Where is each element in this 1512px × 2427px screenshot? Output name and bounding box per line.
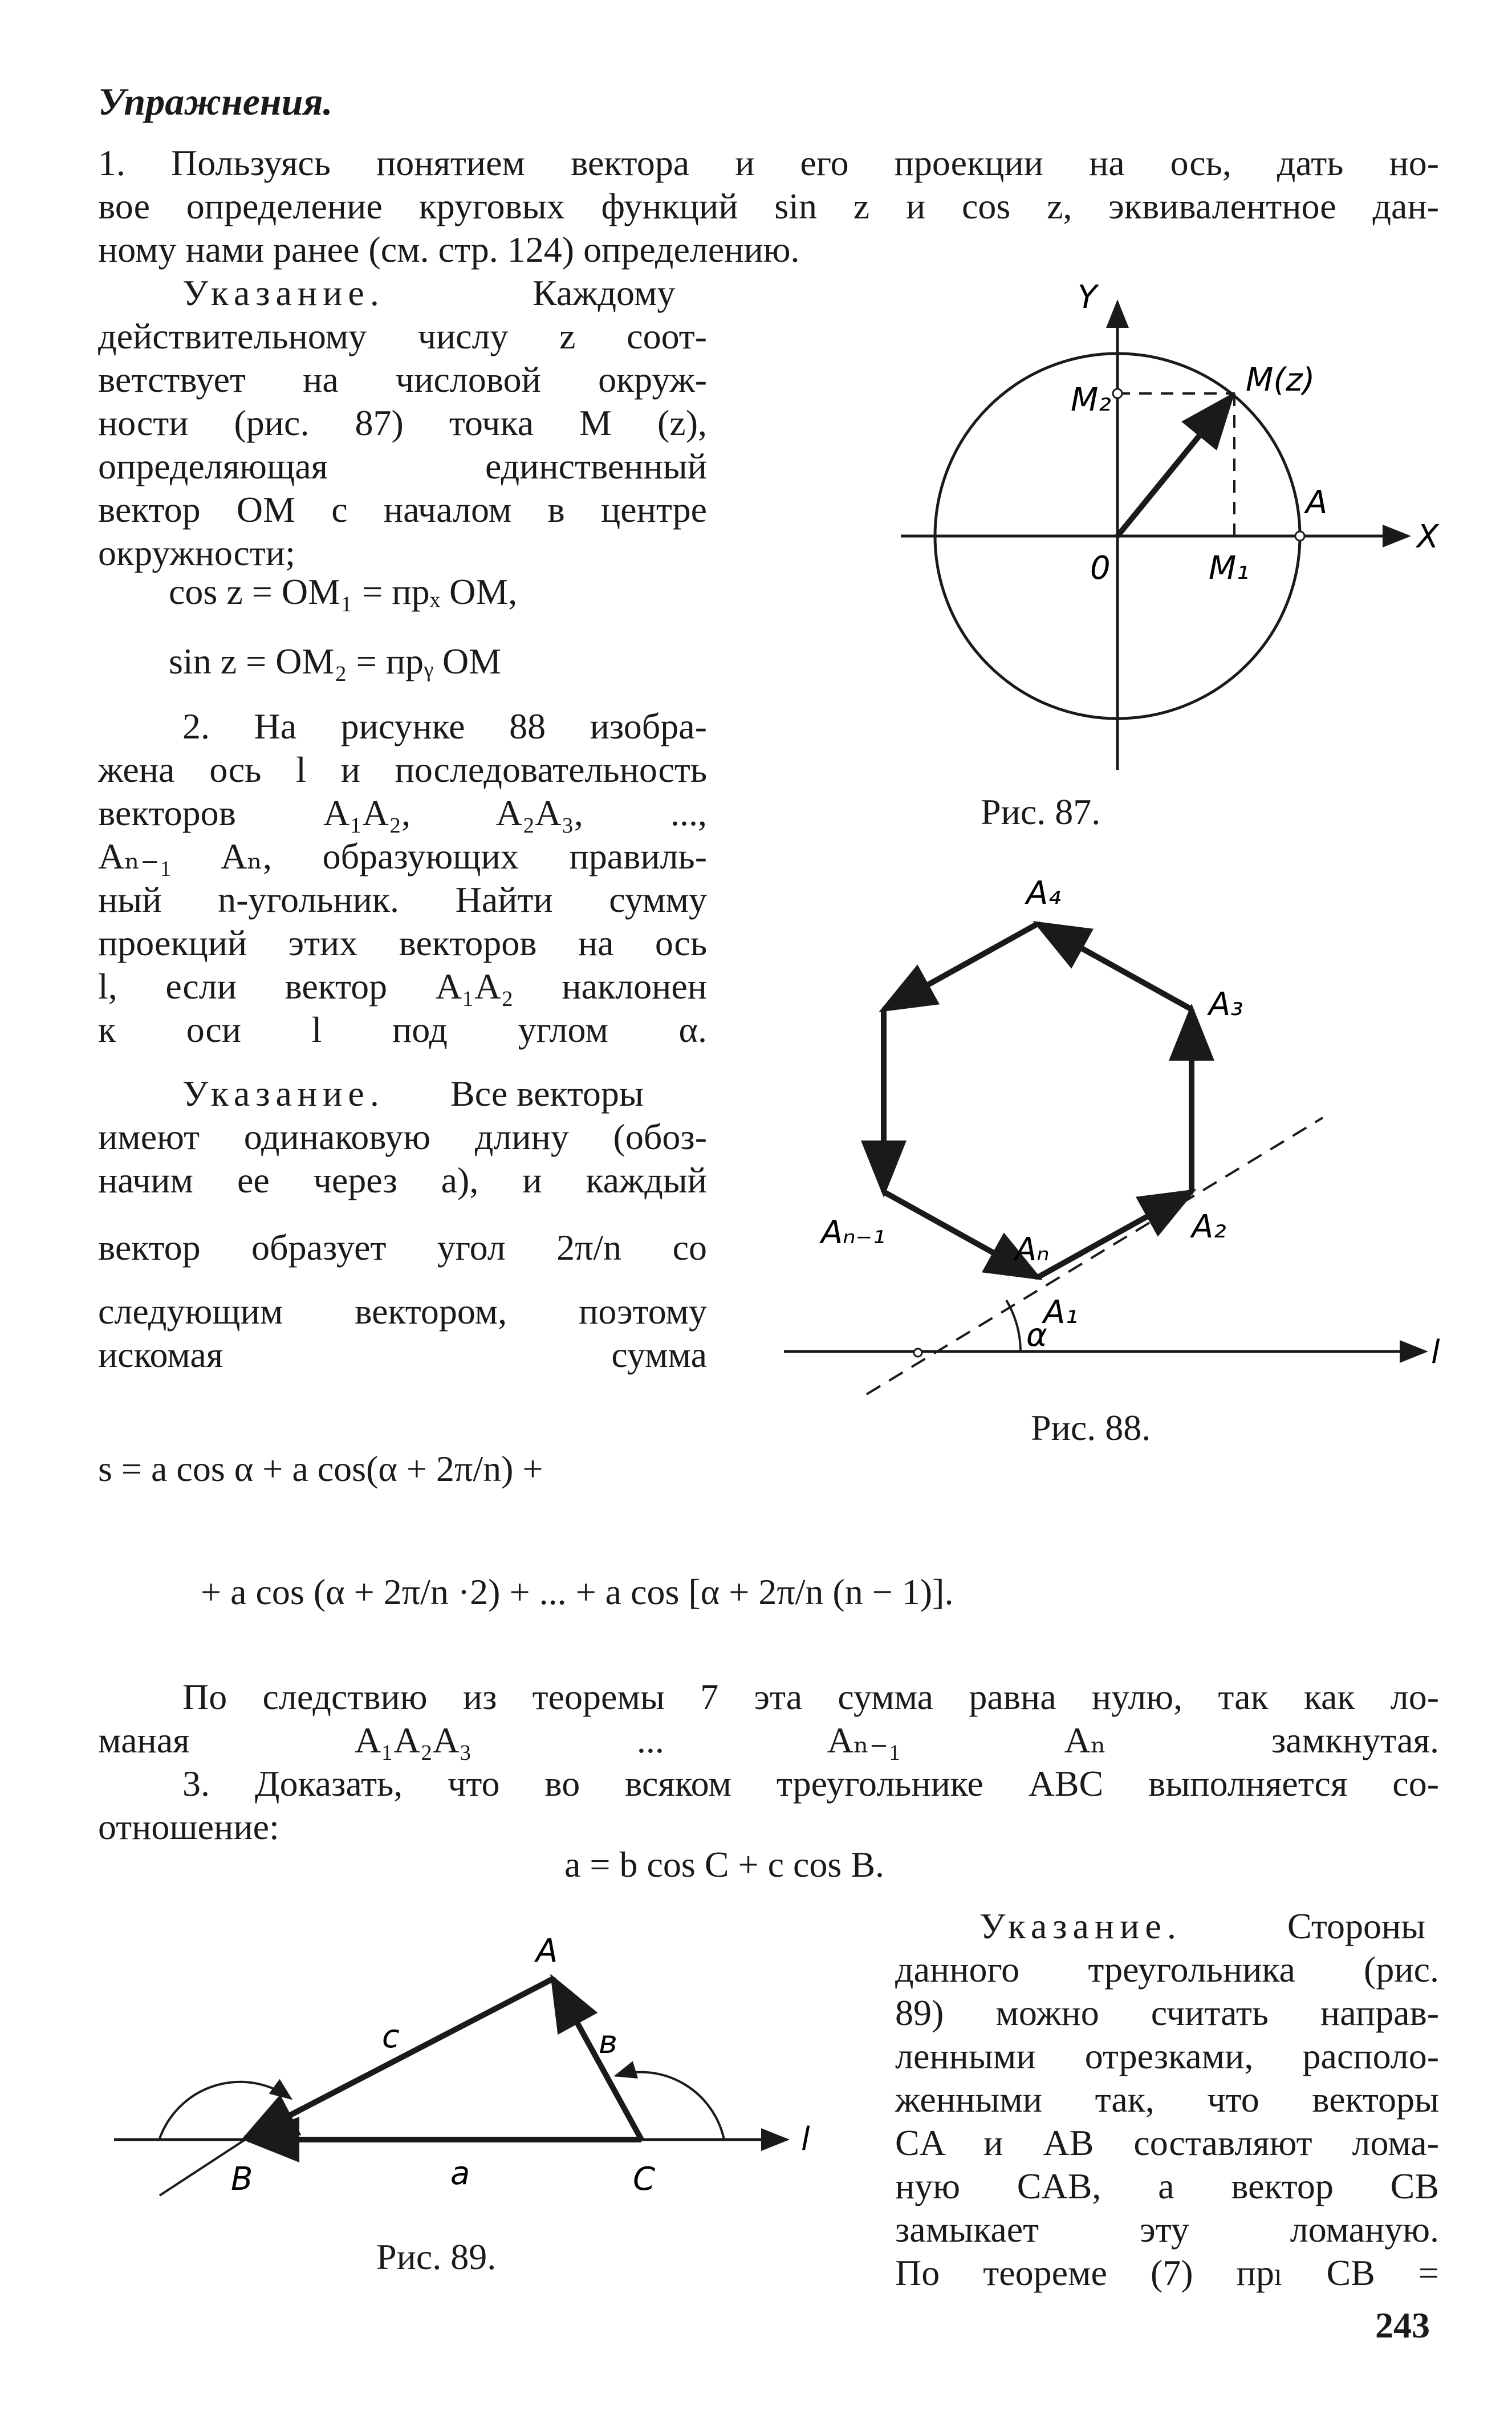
point-a bbox=[1295, 531, 1304, 541]
label-b-vertex: B bbox=[231, 2161, 253, 2198]
exercise-2-hint-line: имеют одинаковую длину (обоз- bbox=[98, 1117, 707, 1157]
exercise-2-text bbox=[98, 705, 707, 1052]
label-side-c: c bbox=[382, 2018, 400, 2055]
label-m: M(z) bbox=[1246, 362, 1315, 399]
vector-a1a2 bbox=[1038, 1192, 1192, 1277]
exercise-2-line: проекций этих векторов на ось bbox=[98, 923, 707, 963]
exercise-3-hint-line: ную CAB, а вектор CB bbox=[895, 2166, 1439, 2206]
label-an: Aₙ bbox=[1015, 1231, 1050, 1268]
label-a: A bbox=[1306, 484, 1328, 521]
exercise-1-hint-line: ветствует на числовой окруж- bbox=[98, 359, 707, 400]
formula-cos: cos z = OM₁ = пpₓ OM, bbox=[169, 571, 518, 612]
exercise-2-line: 2. На рисунке 88 изобра- bbox=[182, 706, 707, 746]
exercise-3-line: отношение: bbox=[98, 1807, 279, 1847]
exercise-2-line: векторов A₁A₂, A₂A₃, ..., bbox=[98, 793, 707, 833]
exercise-1-hint-line: действительному числу z соот- bbox=[98, 316, 707, 356]
exercise-3-hint-line: Стороны bbox=[1287, 1906, 1426, 1946]
label-side-b: в bbox=[599, 2024, 618, 2061]
sum-formula-line-2: + a cos (α + 2π/n ·2) + ... + a cos [α + 2π/n (n − 1)]. bbox=[201, 1572, 954, 1612]
label-a2: A₂ bbox=[1192, 1208, 1226, 1245]
exercise-1-hint-line: вектор OM с началом в центре bbox=[98, 489, 707, 530]
exercise-1-hint-line: окружности; bbox=[98, 533, 295, 573]
label-a-vertex: A bbox=[536, 1933, 558, 1970]
exercise-3-hint-line: ленными отрезками, располо- bbox=[895, 2036, 1439, 2076]
exercise-2-line: ный n-угольник. Найти сумму bbox=[98, 879, 707, 920]
angle-arc-c bbox=[616, 2072, 724, 2140]
figure-89-caption: Рис. 89. bbox=[376, 2237, 497, 2277]
label-side-a: a bbox=[450, 2155, 470, 2192]
figure-88-hexagon bbox=[775, 872, 1448, 1403]
exercise-1-line: 1. Пользуясь понятием вектора и его проекции на ось, дать но- bbox=[98, 143, 1439, 183]
axis-intersection bbox=[914, 1349, 922, 1357]
exercise-3-hint-line: женными так, что векторы bbox=[895, 2079, 1439, 2120]
page-number: 243 bbox=[1375, 2305, 1430, 2345]
sum-formula-line-1: s = a cos α + a cos(α + 2π/n) + bbox=[98, 1448, 543, 1489]
exercise-1-hint-label: Указание. bbox=[182, 273, 385, 313]
exercise-2-hint-line: вектор образует угол 2π/n со bbox=[98, 1227, 707, 1268]
exercise-2-line: Aₙ₋₁ Aₙ, образующих правиль- bbox=[98, 836, 707, 876]
point-m2 bbox=[1113, 389, 1122, 398]
exercise-1-hint-line: определяющая единственный bbox=[98, 446, 707, 486]
label-l: l bbox=[801, 2121, 810, 2158]
label-m2: M₂ bbox=[1071, 381, 1111, 419]
exercise-3-text bbox=[98, 1762, 1439, 1849]
label-a1: A₁ bbox=[1043, 1294, 1078, 1331]
exercise-2-hint-text bbox=[98, 1226, 707, 1269]
exercise-2-hint-line: начим ее через a), и каждый bbox=[98, 1160, 707, 1200]
label-x: X bbox=[1417, 518, 1439, 555]
vector-om bbox=[1117, 396, 1231, 536]
label-m1: M₁ bbox=[1209, 550, 1249, 587]
conclusion-line: маная A₁A₂A₃ ... Aₙ₋₁ Aₙ замкнутая. bbox=[98, 1720, 1439, 1760]
exercise-2-hint-line: искомая сумма bbox=[98, 1334, 707, 1375]
exercise-3-line: 3. Доказать, что во всяком треугольнике ABC выполняется со- bbox=[182, 1763, 1439, 1804]
angle-arc-b bbox=[160, 2082, 291, 2138]
vector-a4 bbox=[884, 924, 1038, 1009]
exercise-1-line: вое определение круговых функций sin z и cos z, эквивалентное дан- bbox=[98, 186, 1439, 226]
exercise-3-hint-line: CA и AB составляют лома- bbox=[895, 2122, 1439, 2163]
vector-ab bbox=[245, 1979, 553, 2138]
label-an1: Aₙ₋₁ bbox=[821, 1214, 885, 1251]
triangle-formula: a = b cos C + c cos B. bbox=[564, 1844, 884, 1885]
exercise-3-hint-line: 89) можно считать направ- bbox=[895, 1992, 1439, 2033]
label-a3: A₃ bbox=[1209, 986, 1243, 1023]
section-heading: Упражнения. bbox=[98, 80, 333, 123]
conclusion-line: По следствию из теоремы 7 эта сумма равна нулю, так как ло- bbox=[182, 1677, 1439, 1717]
exercise-2-hint-line: Все векторы bbox=[450, 1073, 644, 1114]
exercise-2-line: к оси l под углом α. bbox=[98, 1009, 707, 1050]
label-o: 0 bbox=[1090, 550, 1111, 587]
exercise-2-hint-line: следующим вектором, поэтому bbox=[98, 1291, 707, 1332]
exercise-1-hint-line: Каждому bbox=[533, 273, 676, 313]
label-c-vertex: C bbox=[633, 2161, 656, 2198]
label-a4: A₄ bbox=[1026, 875, 1061, 912]
exercise-2-line: l, если вектор A₁A₂ наклонен bbox=[98, 966, 707, 1006]
exercise-1-line: ному нами ранее (см. стр. 124) определению. bbox=[98, 229, 800, 270]
vector-ca bbox=[553, 1979, 641, 2140]
exercise-1-text bbox=[98, 141, 1439, 271]
formula-sin: sin z = OM₂ = пpᵧ OM bbox=[169, 641, 502, 681]
exercise-2-line: жена ось l и последовательность bbox=[98, 749, 707, 790]
exercise-1-hint-text bbox=[98, 315, 707, 575]
figure-87-caption: Рис. 87. bbox=[981, 792, 1101, 832]
figure-87-unit-circle bbox=[889, 279, 1460, 838]
exercise-1-hint-line: ности (рис. 87) точка M (z), bbox=[98, 403, 707, 443]
label-alpha: α bbox=[1026, 1317, 1047, 1354]
label-y: Y bbox=[1078, 279, 1098, 316]
exercise-3-hint-label: Указание. bbox=[979, 1906, 1182, 1946]
vector-a3a4 bbox=[1038, 924, 1192, 1009]
label-l: l bbox=[1431, 1334, 1440, 1371]
exercise-2-hint-label: Указание. bbox=[182, 1073, 385, 1114]
exercise-3-hint-line: данного треугольника (рис. bbox=[895, 1949, 1439, 1990]
figure-88-caption: Рис. 88. bbox=[1031, 1407, 1151, 1448]
exercise-2-hint-text bbox=[98, 1115, 707, 1202]
exercise-2-hint-text bbox=[98, 1290, 707, 1377]
exercise-3-hint-line: замыкает эту ломаную. bbox=[895, 2209, 1439, 2250]
exercise-3-hint-text bbox=[895, 1948, 1439, 2295]
figure-89-triangle bbox=[103, 1910, 844, 2230]
exercise-3-hint-line: По теореме (7) пpₗ CB = bbox=[895, 2253, 1439, 2293]
exercise-2-conclusion bbox=[98, 1675, 1439, 1762]
